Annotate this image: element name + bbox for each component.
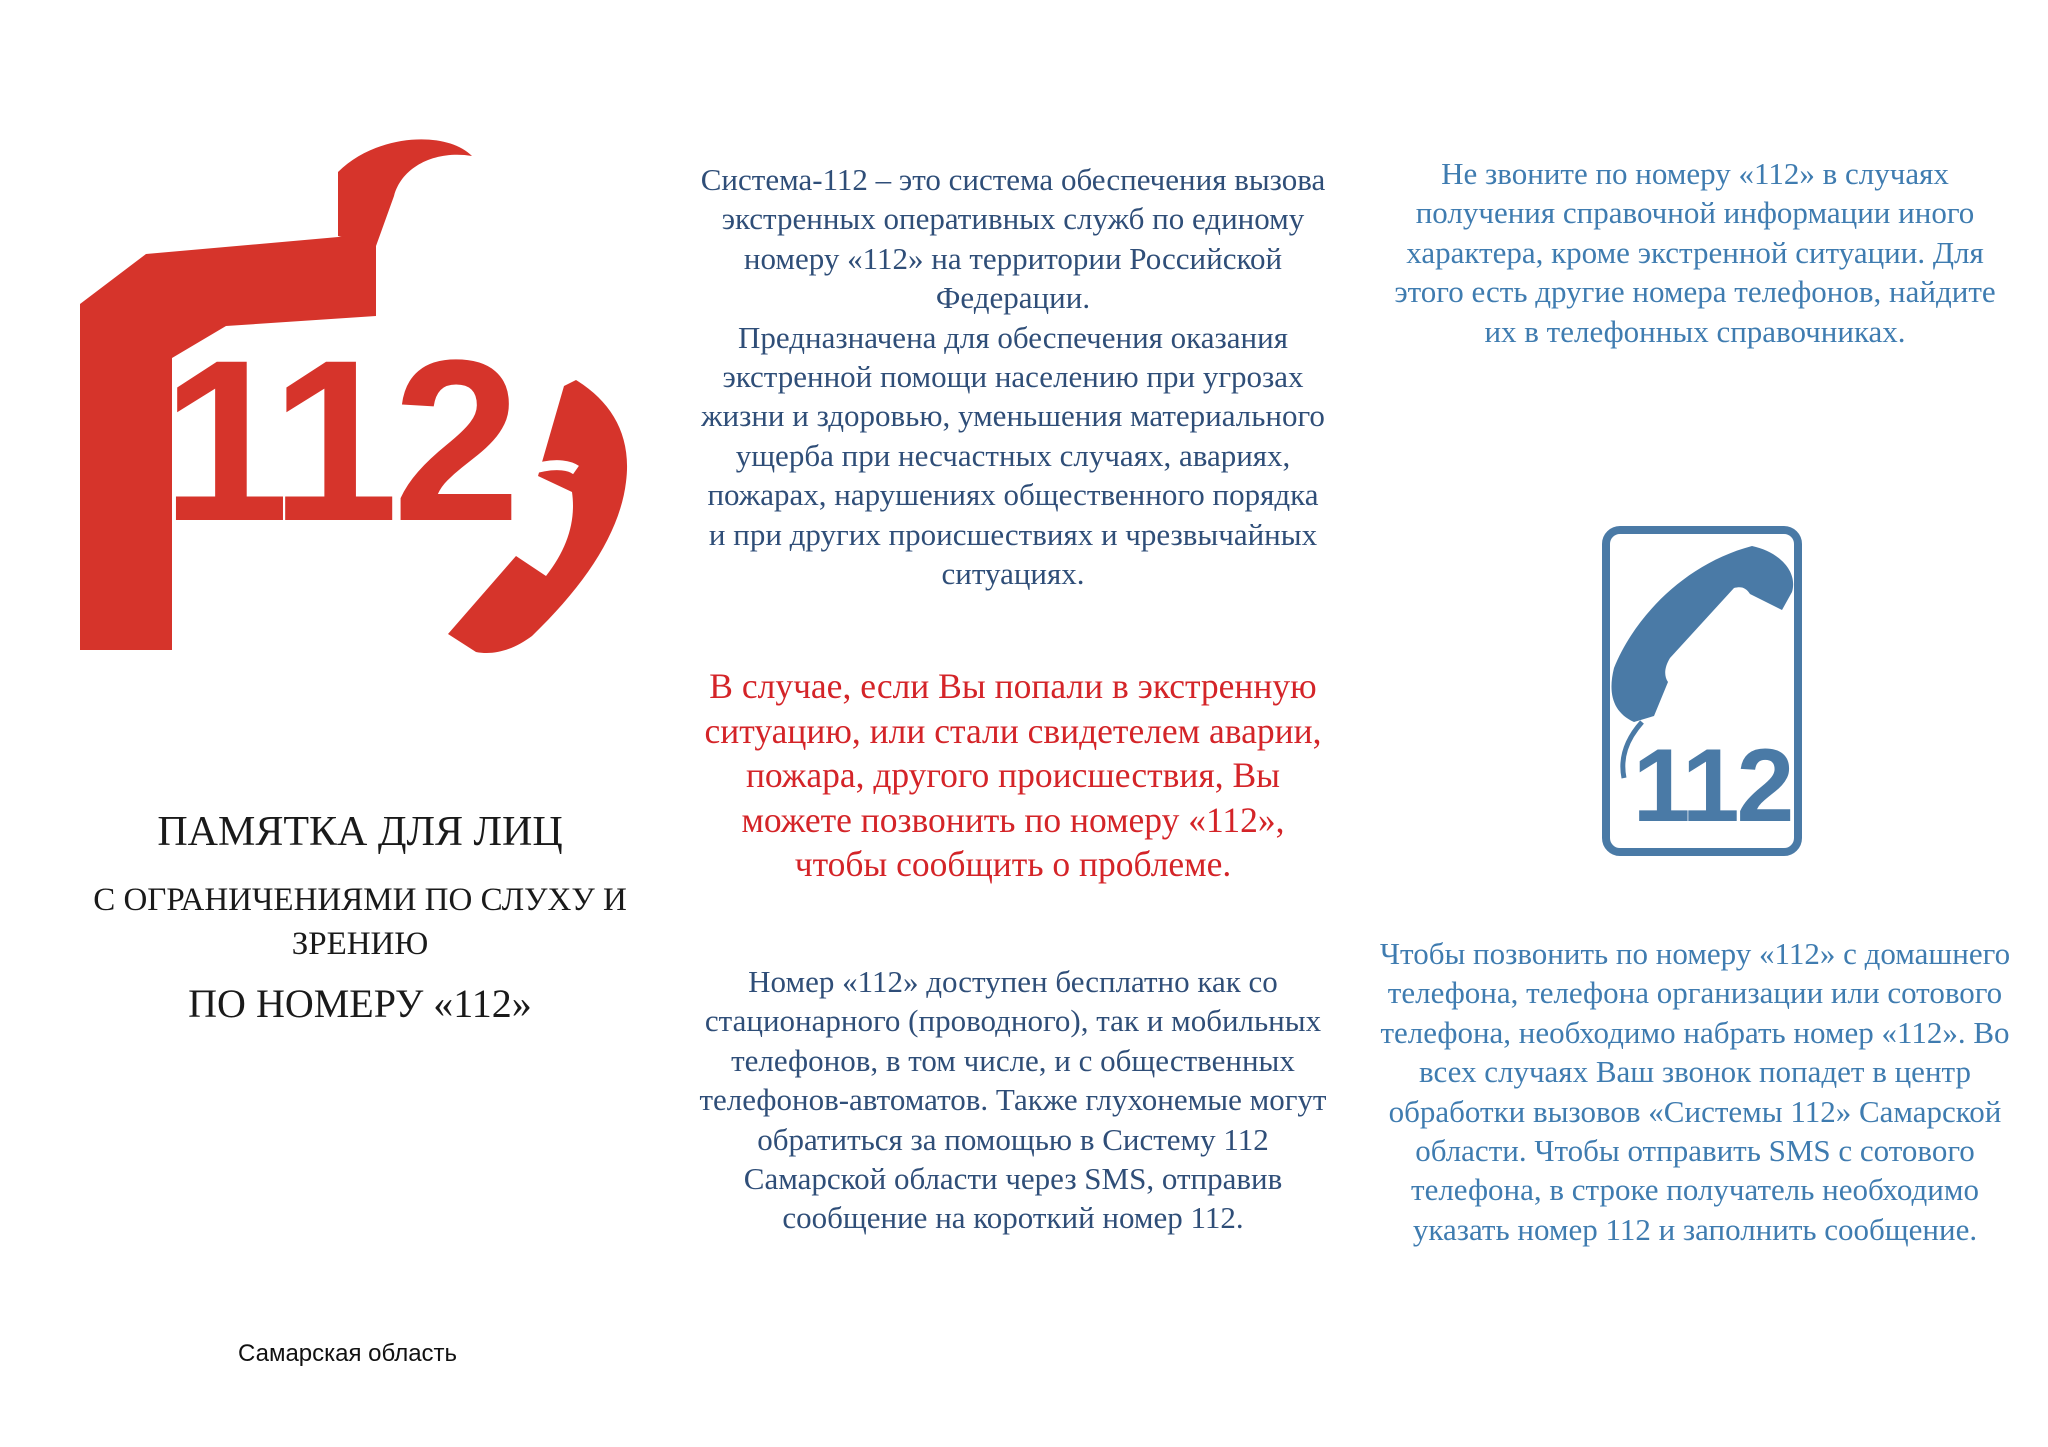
logo-112-emblem (76, 136, 676, 676)
memo-subtitle: С ОГРАНИЧЕНИЯМИ ПО СЛУХУ И ЗРЕНИЮ (93, 882, 627, 962)
phone-112-icon (1602, 526, 1802, 856)
free-access-paragraph: Номер «112» доступен бесплатно как со стационарного (проводного), так и мобильных телефонов, в том числе, и с общественных телефонов-автоматов. Также глухонемые могут обратиться за помощью в Систему 112 Самарской области через SMS, отправив сообщение на короткий номер 112. (699, 964, 1327, 1236)
system-purpose-paragraph: Предназначена для обеспечения оказания экстренной помощи населению при угрозах жизни и здоровью, уменьшения материального ущерба при несчастных случаях, авариях, пожарах, нарушениях общественного порядка и при других происшествиях и чрезвычайных ситуациях. (701, 319, 1325, 592)
region-label: Самарская область (238, 1340, 458, 1367)
do-not-call-warning: Не звоните по номеру «112» в случаях получения справочной информации иного характера, кроме экстренной ситуации. Для этого есть другие номера телефонов, найдите их в телефонных справочниках. (1394, 156, 1996, 349)
system-description (698, 160, 1328, 593)
system-definition-paragraph: Система-112 – это система обеспечения вызова экстренных оперативных служб по единому номеру «112» на территории Российской Федерации. (700, 162, 1326, 316)
how-to-call-paragraph: Чтобы позвонить по номеру «112» с домашнего телефона, телефона организации или сотового телефона, необходимо набрать номер «112». Во всех случаях Ваш звонок попадет в центр обработки вызовов «Системы 112» Самарской области. Чтобы отправить SMS с сотового телефона, в строке получатель необходимо указать номер 112 и заполнить сообщение. (1379, 936, 2011, 1247)
memo-number-line: ПО НОМЕРУ «112» (188, 981, 532, 1026)
logo-frame-top-hook (338, 139, 472, 246)
handset-icon (1611, 546, 1793, 722)
emergency-call-paragraph: В случае, если Вы попали в экстренную ситуацию, или стали свидетелем аварии, пожара, другого происшествия, Вы можете позвонить по номеру «112», чтобы сообщить о проблеме. (704, 666, 1322, 884)
phone-icon-number: 112 (1632, 728, 1792, 844)
memo-title: ПАМЯТКА ДЛЯ ЛИЦ (157, 809, 563, 855)
logo-number: 112 (161, 312, 515, 569)
